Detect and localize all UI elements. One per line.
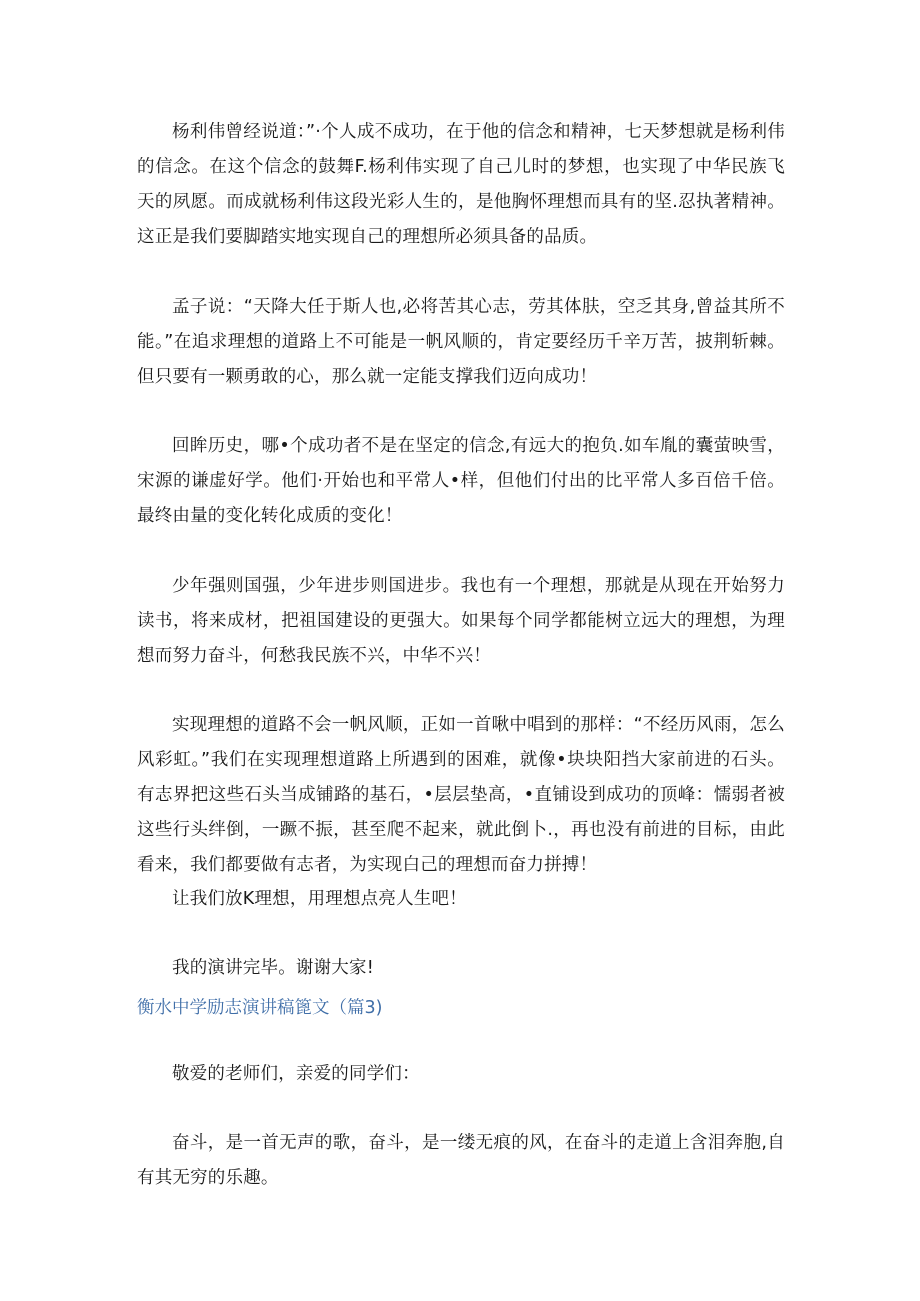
paragraph-yang-liwei: 杨利伟曾经说道：”·个人成不成功，在于他的信念和精神，七天梦想就是杨利伟的信念。在这个信念的鼓舞F.杨利伟实现了自己儿时的梦想，也实现了中华民族飞天的夙愿。而成就杨利伟这段光彩人生的，是他胸怀理想而具有的坚.忍执著精神。这正是我们要脚踏实地实现自己的理想所必须具备的品质。: [137, 122, 785, 247]
paragraph-struggle: 奋斗，是一首无声的歌，奋斗，是一缕无痕的风，在奋斗的走道上含泪奔胞,自有其无穷的乐趣。: [137, 1133, 785, 1188]
paragraph-light-up-life: 让我们放K理想，用理想点亮人生吧！: [172, 889, 467, 909]
paragraph-closing: 我的演讲完毕。谢谢大家!: [172, 958, 374, 978]
section-title-part3: 衡水中学励志演讲稿篦文（篇3): [137, 998, 383, 1018]
paragraph-mencius: 孟子说：“天降大任于斯人也,必将苦其心志，劳其体肤，空乏其身,曾益其所不能。”在追求理想的道路上不可能是一帆风顺的，肯定要经历千辛万苦，披荆斩棘。但只要有一颗勇敢的心，那么就一定能支撑我们迈向成功！: [137, 297, 785, 387]
paragraph-greeting: 敬爱的老师们，亲爱的同学们：: [172, 1064, 420, 1084]
paragraph-road-to-ideal: 实现理想的道路不会一帆风顺，正如一首啾中唱到的那样：“不经历风雨，怎么风彩虹。”我们在实现理想道路上所遇到的困难，就像•块块阳挡大家前进的石头。有志界把这些石头当成铺路的基石，•层层垫高，•直铺设到成功的顶峰：懦弱者被这些行头绊倒，一蹶不振，甚至爬不起来，就此倒卜.，再也没有前进的目标，由此看来，我们都要做有志者，为实现白己的理想而奋力拼搏！: [137, 715, 785, 875]
paragraph-history: 回眸历史，哪•个成功者不是在坚定的信念,有远大的抱负.如车胤的囊萤映雪，宋源的谦虚好学。他们·开始也和平常人•样，但他们付出的比平常人多百倍千倍。最终由量的变化转化成质的变化！: [137, 436, 785, 526]
paragraph-youth: 少年强则国强，少年进步则国进步。我也有一个理想，那就是从现在开始努力读书，将来成材，把祖国建设的更强大。如果每个同学都能树立远大的理想，为理想而努力奋斗，何愁我民族不兴，中华不兴！: [137, 576, 785, 666]
